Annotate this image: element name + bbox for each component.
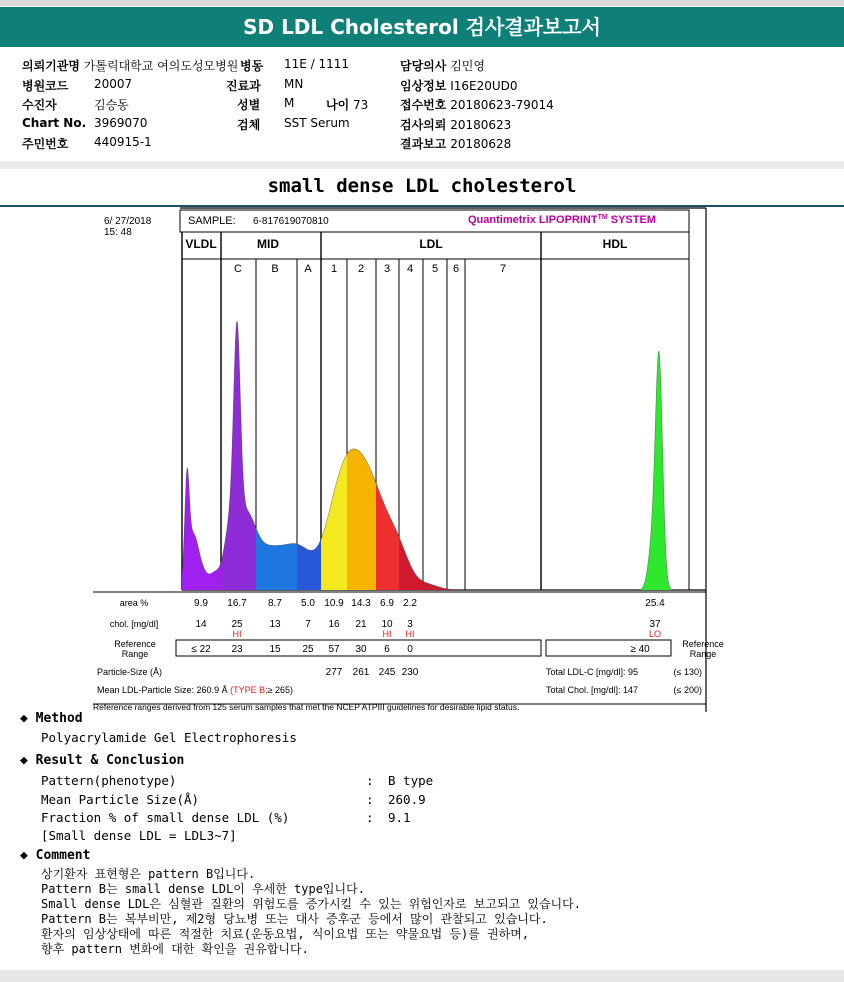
particle-size-value: 261	[352, 667, 370, 678]
band-label: 3	[383, 263, 391, 275]
chol-value: 37	[649, 619, 661, 630]
area-value: 6.9	[380, 598, 394, 609]
band-label: 6	[452, 263, 460, 275]
chol-value: 25	[231, 619, 243, 630]
method-heading: ◆ Method	[20, 711, 83, 726]
area-value: 16.7	[227, 598, 247, 609]
flag-hi: HI	[232, 629, 242, 639]
group-label-hdl: HDL	[602, 237, 628, 251]
band-fill-1	[321, 454, 347, 590]
band-label: 4	[406, 263, 414, 275]
band-label: 5	[431, 263, 439, 275]
result-heading: ◆ Result & Conclusion	[20, 753, 185, 768]
chol-value: 21	[355, 619, 367, 630]
receipt-label: 접수번호	[400, 98, 447, 112]
result-pattern-sep: :	[366, 773, 374, 788]
resident-id-value: 440915-1	[94, 135, 152, 149]
band-label: 7	[499, 263, 507, 275]
hospital-value: 가톨릭대학교 여의도성모병원	[83, 59, 239, 73]
area-value: 2.2	[403, 598, 417, 609]
comment-line: 상기환자 표현형은 pattern B입니다.	[41, 867, 256, 881]
result-size-value: 260.9	[388, 792, 426, 807]
result-fraction-value: 9.1	[388, 810, 411, 825]
flag-hi: HI	[405, 629, 415, 639]
ward-label: 병동	[240, 59, 264, 73]
reference-value: ≥ 40	[630, 644, 650, 655]
band-fill-b	[256, 528, 297, 590]
particle-size-value: 277	[325, 667, 343, 678]
chol-label: chol. [mg/dl]	[109, 619, 159, 629]
reference-value: ≤ 22	[191, 644, 211, 655]
group-label-mid: MID	[257, 237, 279, 251]
reference-value: 25	[302, 644, 314, 655]
mean-size-type: (TYPE B;	[230, 685, 268, 695]
band-label: 2	[357, 263, 365, 275]
band-label: C	[234, 263, 242, 275]
sex-value: M	[284, 96, 295, 110]
result-fraction-sep: :	[366, 810, 374, 825]
comment-line: Pattern B는 small dense LDL이 우세한 type입니다.	[41, 882, 365, 896]
chart-no-label: Chart No.	[22, 116, 87, 130]
chart-no-value: 3969070	[94, 116, 148, 130]
age-label: 나이	[326, 98, 350, 112]
band-fill-2	[347, 449, 376, 590]
comment-line: Pattern B는 복부비만, 제2형 당뇨병 또는 대사 증후군 등에서 많이 관찰되고 있습니다.	[41, 912, 548, 926]
band-label: A	[304, 263, 312, 275]
dept-value: MN	[284, 77, 304, 91]
band-fill-vldl	[182, 468, 221, 590]
specimen-label: 검체	[237, 118, 261, 132]
patient-label: 수진자	[22, 98, 57, 112]
band-label: B	[271, 263, 279, 275]
clinical-value: I16E20UD0	[450, 79, 518, 93]
comment-line: 환자의 임상상태에 따른 적절한 치료(운동요법, 식이요법 또는 약물요법 등)를 권하며,	[41, 927, 530, 941]
reference-value: 23	[231, 644, 243, 655]
hospital-label: 의뢰기관명	[22, 59, 80, 73]
chol-value: 14	[195, 619, 207, 630]
band-fill-3	[376, 483, 399, 590]
chol-value: 3	[407, 619, 413, 630]
chol-value: 10	[381, 619, 393, 630]
method-text: Polyacrylamide Gel Electrophoresis	[41, 730, 297, 745]
particle-size-value: 245	[378, 667, 396, 678]
result-size-label: Mean Particle Size(Å)	[41, 792, 200, 807]
footnote: Reference ranges derived from 125 serum samples that met the NCEP ATPIII guidelines for desirable lipid status.	[93, 702, 520, 712]
chart-frame	[93, 208, 706, 712]
flag-hi: HI	[382, 629, 392, 639]
area-label: area %	[119, 598, 149, 608]
group-label-ldl: LDL	[419, 237, 443, 251]
report-date-label: 결과보고	[400, 137, 447, 151]
total-ldl-ref: (≤ 130)	[673, 667, 702, 677]
sex-label: 성별	[237, 98, 261, 112]
area-value: 10.9	[324, 598, 344, 609]
resident-id-label: 주민번호	[22, 137, 69, 151]
request-label: 검사의뢰	[400, 118, 447, 132]
band-fill-4	[399, 537, 423, 590]
receipt-value: 20180623-79014	[450, 98, 554, 112]
reference-label: Reference	[114, 639, 156, 649]
chart-time: 15: 48	[104, 227, 132, 238]
result-fraction-label: Fraction % of small dense LDL (%)	[41, 810, 290, 825]
total-ldl-label: Total LDL-C [mg/dl]: 95	[546, 667, 639, 677]
specimen-value: SST Serum	[284, 116, 350, 130]
particle-size-value: 230	[401, 667, 419, 678]
dept-label: 진료과	[226, 79, 261, 93]
group-label-vldl: VLDL	[185, 237, 217, 251]
doctor-value: 김민영	[450, 59, 485, 73]
hospital-row	[22, 57, 238, 74]
flag-lo: LO	[648, 629, 662, 639]
area-value: 25.4	[645, 598, 665, 609]
result-note: [Small dense LDL = LDL3~7]	[41, 828, 237, 843]
bottom-strip	[0, 970, 844, 982]
total-chol-label: Total Chol. [mg/dl]: 147	[546, 685, 639, 695]
reference-label: Range	[121, 649, 149, 659]
code-value: 20007	[94, 77, 133, 91]
brand-label: Quantimetrix LIPOPRINT™ SYSTEM	[468, 214, 656, 226]
mean-size-line	[97, 685, 293, 695]
reference-label-right: Range	[689, 649, 717, 659]
area-value: 9.9	[194, 598, 208, 609]
result-pattern-value: B type	[388, 773, 434, 788]
band-label: 1	[330, 263, 338, 275]
area-value: 14.3	[351, 598, 371, 609]
patient-value: 김승동	[94, 98, 129, 112]
mean-size-ref: ≥ 265)	[267, 685, 294, 695]
chart-date: 6/ 27/2018	[104, 216, 152, 227]
chol-value: 16	[328, 619, 340, 630]
clinical-label: 임상정보	[400, 79, 447, 93]
code-label: 병원코드	[22, 79, 69, 93]
lipoprint-chart	[0, 207, 844, 712]
reference-label-right: Reference	[682, 639, 724, 649]
area-value: 5.0	[301, 598, 315, 609]
divider	[0, 161, 844, 169]
report-date-value: 20180628	[450, 137, 512, 151]
reference-value: 57	[328, 644, 340, 655]
reference-value: 0	[407, 644, 413, 655]
request-value: 20180623	[450, 118, 512, 132]
reference-value: 6	[384, 644, 390, 655]
mean-size-value: 260.9 Å	[196, 685, 231, 695]
results-table	[93, 598, 724, 712]
area-value: 8.7	[268, 598, 282, 609]
sample-id: 6-817619070810	[253, 216, 329, 227]
top-strip	[0, 0, 844, 6]
comment-heading: ◆ Comment	[20, 848, 91, 863]
reference-value: 30	[355, 644, 367, 655]
comment-line: 향후 pattern 변화에 대한 확인을 권유합니다.	[41, 942, 309, 956]
age-value: 73	[353, 98, 369, 112]
doctor-label: 담당의사	[400, 59, 447, 73]
report-title: SD LDL Cholesterol 검사결과보고서	[0, 7, 844, 47]
ward-value: 11E / 1111	[284, 57, 350, 71]
chol-value: 7	[305, 619, 311, 630]
comment-line: Small dense LDL은 심혈관 질환의 위험도를 증가시킬 수 있는 위험인자로 보고되고 있습니다.	[41, 897, 581, 911]
band-labels	[185, 237, 627, 275]
result-pattern-label: Pattern(phenotype)	[41, 773, 177, 788]
band-fill-c	[221, 321, 256, 590]
sample-label: SAMPLE:	[188, 215, 236, 227]
chol-value: 13	[269, 619, 281, 630]
electrophoresis-curve	[182, 321, 689, 590]
particle-size-label: Particle-Size (Å)	[97, 667, 163, 677]
result-size-sep: :	[366, 792, 374, 807]
reference-box-hdl	[546, 640, 671, 656]
section-title: small dense LDL cholesterol	[267, 175, 577, 197]
reference-value: 15	[269, 644, 281, 655]
total-chol-ref: (≤ 200)	[673, 685, 702, 695]
mean-size-label: Mean LDL-Particle Size:	[97, 685, 197, 695]
band-fill-hdl	[541, 351, 689, 590]
